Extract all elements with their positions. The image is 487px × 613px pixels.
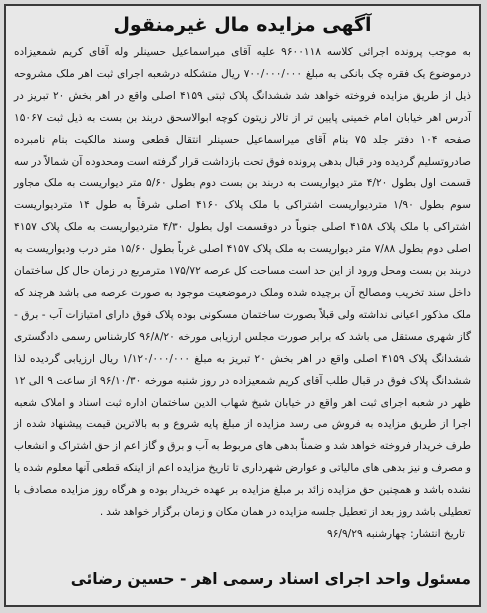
publication-date: تاریخ انتشار: چهارشنبه ۹۶/۹/۲۹ bbox=[327, 527, 465, 540]
notice-body: به موجب پرونده اجرائی کلاسه ۹۶۰۰۱۱۸ علیه آقای میراسماعیل حسینلر وله آقای کریم شمعیزاده درموضوع یک فقره چک بانکی به مبلغ ۷۰۰/۰۰۰/۰۰۰ ریال متشکله درشعبه اجرای ثبت اهر ملک مشروحه ذیل از طریق مزایده فروخته خواهد شد ششدانگ پلاک ثبتی ۴۱۵۹ اصلی واقع در اهر بخش ۲۰ تبریز در آدرس اهر خیابان امام خمینی پایین تر از تالار زیتون کوچه ابوالاسحق دربند بن بست به ذیل ثبت ۱۵۰۶۷ صفحه ۱۰۴ دفتر جلد ۷۵ بنام آقای میراسماعیل حسینلر انتقال قطعی وسند مالکیت بنام نامبرده صادروتسلیم گردیده ودر قبال بدهی پرونده فوق تحت بازداشت قرار گرفته است ومحدوده آن شمالاً در سه قسمت اول بطول ۴/۲۰ متر دیواریست به دربند بن بست دوم بطول ۵/۶۰ متر دیواریست به ملک مجاور سوم بطول ۱/۹۰ متردیواریست اشتراکی با ملک پلاک ۴۱۶۰ اصلی شرقاً به طول ۱۴ متردیواریست اشتراکی با ملک پلاک ۴۱۵۸ اصلی جنوباً در دوقسمت اول بطول ۴/۳۰ متردیواریست به ملک پلاک ۴۱۵۷ اصلی دوم بطول ۷/۸۸ متر دیواریست به ملک پلاک ۴۱۵۷ اصلی غرباً بطول ۱۵/۶۰ متر درب ودیواریست به دربند بن بست ومحل ورود از این حد است مساحت کل عرصه ۱۷۵/۷۲ مترمربع در زمان حال کل ساختمان داخل سند تخریب ومصالح آن برچیده شده وملک درموضعیت موجود به صورت عرصه می باشد هرچند که ملک مذکور اعیانی نداشته ولی قبلاً بصورت ساختمان مسکونی بوده پلاک فوق دارای امتیازات آب - برق - گاز شهری مستقل می باشد که برابر صورت مجلس ارزیابی مورخه ۹۶/۸/۲۰ کارشناس رسمی دادگستری ششدانگ پلاک ۴۱۵۹ اصلی واقع در اهر بخش ۲۰ تبریز به مبلغ ۱/۱۲۰/۰۰۰/۰۰۰ ریال ارزیابی گردیده لذا ششدانگ پلاک فوق در قبال طلب آقای کریم شمعیزاده در روز شنبه مورخه ۹۶/۱۰/۳۰ از ساعت ۹ الی ۱۲ ظهر در شعبه اجرای ثبت اهر واقع در خیابان شیخ شهاب الدین ساختمان اداره ثبت اسناد و املاک شعبه اجرا از طریق مزایده به فروش می رسد مزایده از مبلغ پایه شروع و به بالاترین قیمت پیشنهاد شده از طرف خریدار فروخته خواهد شد و ضمناً بدهی های مربوط به آب و برق و گاز اعم از حق اشتراک و انشعاب و مصرف و نیز بدهی های مالیاتی و عوارض شهرداری تا تاریخ مزایده اعم از اینکه قطعی آنها معلوم شده یا نشده باشد و همچنین حق مزایده زائد بر مبلغ مزایده بر عهده خریدار بوده و هرگاه روز مزایده مصادف با تعطیلی باشد روز بعد از تعطیل جلسه مزایده در همان مکان و زمان برگزار خواهد شد . bbox=[14, 46, 472, 519]
notice-signature: مسئول واحد اجرای اسناد رسمی اهر - حسین رضائی bbox=[70, 570, 471, 588]
auction-notice bbox=[4, 4, 481, 607]
notice-title: آگهی مزایده مال غیرمنقول bbox=[113, 14, 372, 36]
